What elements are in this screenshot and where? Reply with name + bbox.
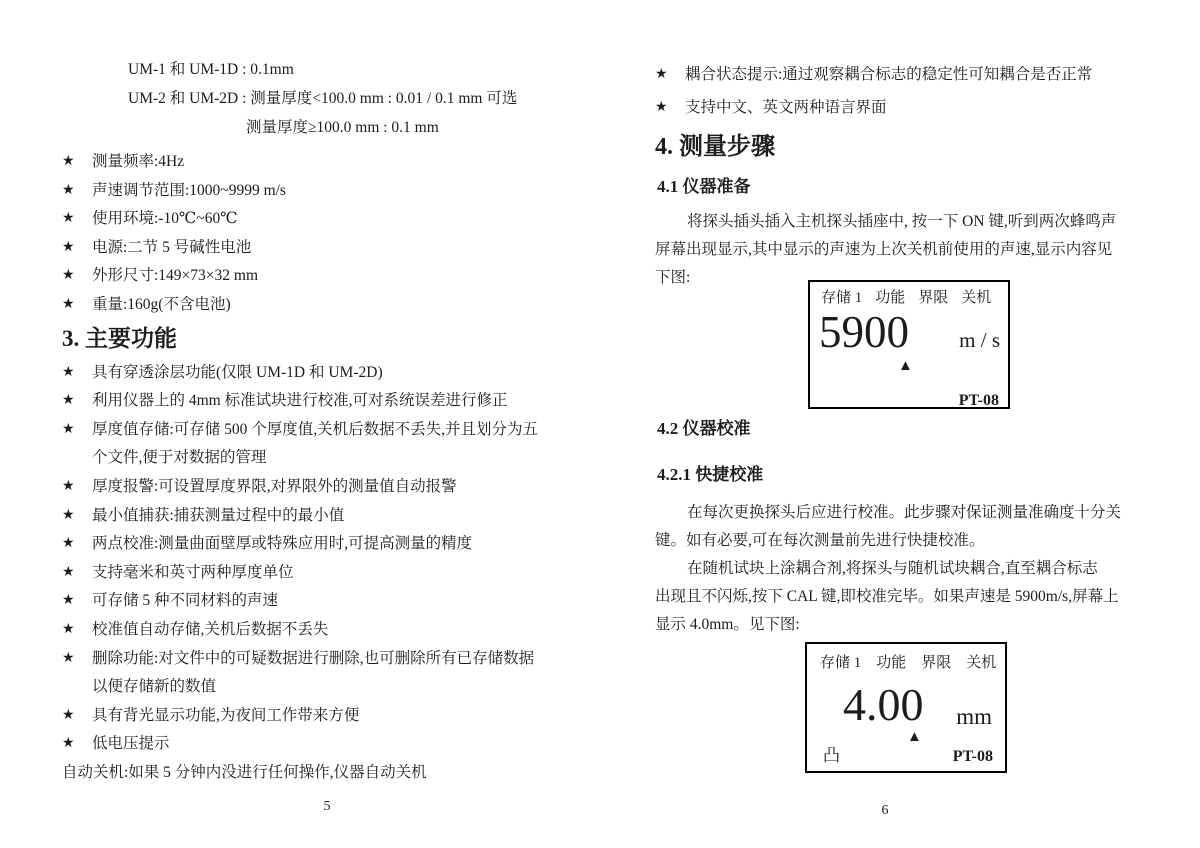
paragraph-line: 出现且不闪烁,按下 CAL 键,即校准完毕。如果声速是 5900m/s,屏幕上: [655, 588, 1119, 606]
list-item: [62, 473, 592, 502]
feature-text: 支持毫米和英寸两种厚度单位: [92, 563, 294, 581]
feature-text: 厚度值存储:可存储 500 个厚度值,关机后数据不丢失,并且划分为五: [92, 420, 539, 438]
feature-text: 最小值捕获:捕获测量过程中的最小值: [92, 506, 345, 524]
page-number-6: 6: [881, 802, 889, 818]
feature-text: 利用仪器上的 4mm 标准试块进行校准,可对系统误差进行修正: [92, 392, 508, 410]
section-title-main-functions: 3. 主要功能: [62, 325, 177, 351]
list-item: [62, 702, 592, 731]
feature-text: 以便存储新的数值: [92, 678, 217, 696]
list-item: [62, 645, 592, 702]
star-bullet-icon: ★: [62, 182, 75, 198]
spec-line-um1: UM-1 和 UM-1D : 0.1mm: [128, 61, 294, 78]
lcd-menu-off: 关机: [966, 654, 997, 671]
star-bullet-icon: ★: [62, 421, 75, 437]
list-item: [62, 530, 592, 559]
lcd-menu-off: 关机: [961, 289, 992, 306]
feature-text: 删除功能:对文件中的可疑数据进行删除,也可删除所有已存储数据: [92, 649, 535, 667]
coupling-status-icon: 凸: [823, 745, 840, 765]
paragraph-line: 在随机试块上涂耦合剂,将探头与随机试块耦合,直至耦合标志: [687, 560, 1098, 578]
feature-text: 可存储 5 种不同材料的声速: [92, 592, 279, 610]
list-item: [62, 234, 592, 263]
spec-text: 重量:160g(不含电池): [92, 295, 231, 313]
feature-text: 厚度报警:可设置厚度界限,对界限外的测量值自动报警: [92, 477, 457, 495]
star-bullet-icon: ★: [62, 536, 75, 552]
star-bullet-icon: ★: [62, 478, 75, 494]
list-item: [655, 58, 1185, 91]
lcd-display-velocity: [808, 280, 1010, 409]
list-item: [62, 416, 592, 473]
auto-off-note: 自动关机:如果 5 分钟内没进行任何操作,仪器自动关机: [62, 763, 427, 781]
lcd-menu-limit: 界限: [921, 654, 952, 671]
list-item: [62, 177, 592, 206]
paragraph-line: 下图:: [655, 269, 691, 287]
star-bullet-icon: ★: [62, 593, 75, 609]
lcd-menu-row: [820, 651, 996, 672]
feature-text: 支持中文、英文两种语言界面: [685, 99, 887, 116]
lcd-menu-function: 功能: [876, 654, 907, 671]
paragraph-line: 在每次更换探头后应进行校准。此步骤对保证测量准确度十分关: [687, 503, 1122, 521]
list-item: [62, 559, 592, 588]
star-bullet-icon: ★: [62, 736, 75, 752]
feature-text: 校准值自动存储,关机后数据不丢失: [92, 620, 329, 638]
page-number-5: 5: [323, 799, 331, 815]
spec-line-um2b: 测量厚度≥100.0 mm : 0.1 mm: [246, 119, 439, 136]
lcd-menu-row: [821, 286, 991, 307]
page-right: [655, 0, 1185, 819]
star-bullet-icon: ★: [62, 154, 75, 169]
feature-text: 具有穿透涂层功能(仅限 UM-1D 和 UM-2D): [92, 363, 383, 381]
lcd-velocity-unit: m / s: [959, 327, 1000, 352]
paragraph-line: 将探头插头插入主机探头插座中, 按一下 ON 键,听到两次蜂鸣声: [687, 213, 1117, 230]
list-item: [655, 91, 1185, 124]
list-item: [62, 502, 592, 531]
star-bullet-icon: ★: [62, 707, 75, 723]
paragraph-line: 屏幕出现显示,其中显示的声速为上次关机前使用的声速,显示内容见: [655, 241, 1113, 259]
spec-text: 声速调节范围:1000~9999 m/s: [92, 181, 286, 199]
list-item: [62, 730, 592, 759]
lcd-probe-model: PT-08: [958, 392, 999, 409]
lcd-menu-store: 存储 1: [820, 654, 862, 671]
star-bullet-icon: ★: [62, 296, 75, 312]
lcd-probe-model: PT-08: [952, 748, 993, 766]
features-list: [62, 359, 592, 759]
spec-line-um2: UM-2 和 UM-2D : 测量厚度<100.0 mm : 0.01 / 0.1 mm 可选: [128, 90, 518, 107]
section-title-measurement-steps: 4. 测量步骤: [655, 134, 775, 160]
feature-text: 耦合状态提示:通过观察耦合标志的稳定性可知耦合是否正常: [685, 66, 1093, 83]
paragraph-4-2-1-b: [655, 555, 1185, 640]
subsection-title-4-2-1: 4.2.1 快捷校准: [657, 464, 764, 484]
paragraph-4-2-1-a: [655, 499, 1185, 555]
list-item: [62, 205, 592, 234]
spec-text: 测量频率:4Hz: [92, 153, 185, 170]
feature-text: 个文件,便于对数据的管理: [92, 449, 267, 467]
star-bullet-icon: ★: [62, 650, 75, 666]
page-left: [62, 0, 592, 815]
star-bullet-icon: ★: [62, 211, 75, 227]
star-bullet-icon: ★: [62, 564, 75, 580]
lcd-menu-function: 功能: [875, 289, 906, 306]
star-bullet-icon: ★: [655, 100, 668, 115]
lcd-thickness-value: 4.00: [843, 678, 924, 730]
resolution-spec-block: [62, 0, 592, 142]
lcd-thickness-unit: mm: [956, 703, 992, 729]
lcd-display-thickness: [805, 642, 1007, 773]
star-bullet-icon: ★: [62, 507, 75, 523]
feature-text: 两点校准:测量曲面壁厚或特殊应用时,可提高测量的精度: [92, 535, 473, 553]
feature-text: 低电压提示: [92, 735, 170, 753]
list-item: [62, 587, 592, 616]
subsection-title-4-1: 4.1 仪器准备: [657, 177, 751, 196]
paragraph-line: 显示 4.0mm。见下图:: [655, 616, 800, 634]
cursor-triangle-icon: ▲: [898, 357, 913, 374]
star-bullet-icon: ★: [62, 393, 75, 409]
subsection-title-4-2: 4.2 仪器校准: [657, 418, 751, 438]
lcd-velocity-value: 5900: [819, 306, 909, 357]
spec-text: 电源:二节 5 号碱性电池: [92, 238, 252, 256]
list-item: [62, 148, 592, 177]
paragraph-line: 键。如有必要,可在每次测量前先进行快捷校准。: [655, 531, 985, 549]
star-bullet-icon: ★: [62, 621, 75, 637]
lcd-menu-store: 存储 1: [821, 289, 863, 306]
lcd-menu-limit: 界限: [918, 289, 949, 306]
spec-list: [62, 148, 592, 320]
cursor-triangle-icon: ▲: [907, 728, 922, 745]
spec-text: 外形尺寸:149×73×32 mm: [92, 267, 259, 285]
star-bullet-icon: ★: [62, 239, 75, 255]
list-item: [62, 616, 592, 645]
spec-text: 使用环境:-10℃~60℃: [92, 210, 238, 228]
star-bullet-icon: ★: [62, 268, 75, 284]
list-item: [62, 262, 592, 291]
star-bullet-icon: ★: [62, 364, 75, 380]
list-item: [62, 387, 592, 416]
features-list-continued: [655, 6, 1185, 124]
feature-text: 具有背光显示功能,为夜间工作带来方便: [92, 706, 360, 724]
list-item: [62, 359, 592, 388]
star-bullet-icon: ★: [655, 67, 668, 82]
list-item: [62, 291, 592, 320]
